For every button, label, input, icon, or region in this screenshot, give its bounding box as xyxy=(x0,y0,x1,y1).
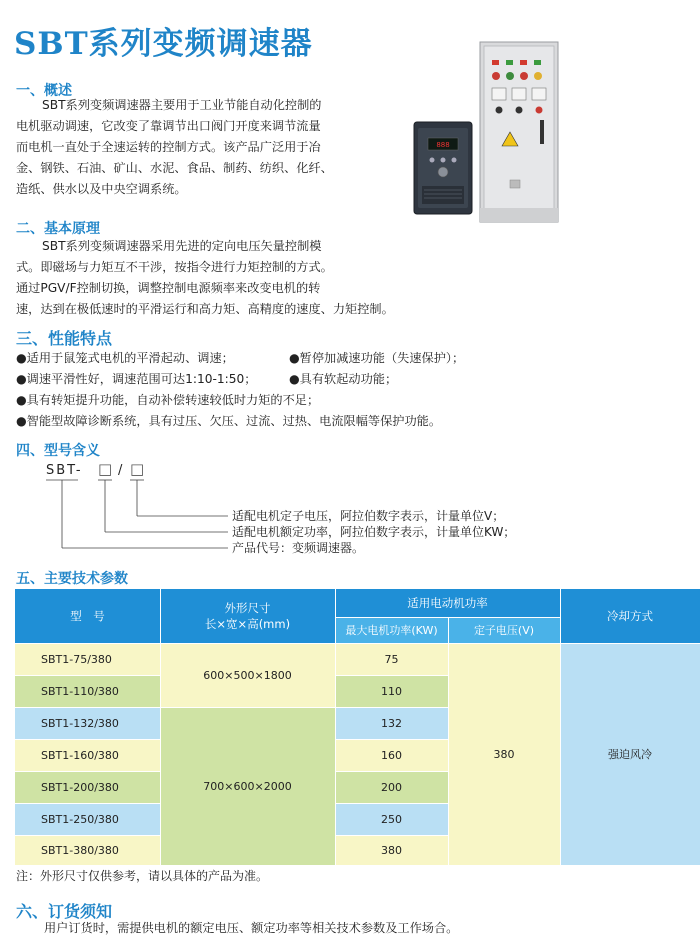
order-text: 用户订货时，需提供电机的额定电压、额定功率等相关技术参数及工作场合。 xyxy=(44,921,459,935)
feature-row xyxy=(16,411,441,432)
table-cell-power: 250 xyxy=(335,803,448,835)
overview-heading: 一、概述 xyxy=(16,83,72,99)
bullet-icon: ● xyxy=(16,414,27,428)
specs-heading: 五、主要技术参数 xyxy=(16,571,128,587)
overview-line: 电机驱动调速，它改变了靠调节出口阀门开度来调节流量 xyxy=(16,119,321,133)
overview-line: 金、钢铁、石油、矿山、水泥、食品、制药、纺织、化纤、 xyxy=(16,161,333,175)
header-cooling: 冷却方式 xyxy=(560,589,700,643)
table-cell-model: SBT1-75/380 xyxy=(15,643,160,675)
features-list xyxy=(16,348,465,432)
table-note: 注：外形尺寸仅供参考，请以具体的产品为准。 xyxy=(16,869,269,883)
table-cell-cooling: 强迫风冷 xyxy=(560,643,700,865)
table-cell-power: 110 xyxy=(335,675,448,707)
table-cell-dims-group2: 700×600×2000 xyxy=(160,707,335,865)
table-cell-model: SBT1-250/380 xyxy=(15,803,160,835)
feature-item: 调速平滑性好，调速范围可达1:10-1:50； xyxy=(26,372,257,386)
bullet-icon: ● xyxy=(16,393,27,407)
feature-item: 具有软起动功能； xyxy=(299,372,398,386)
header-dims-line1: 外形尺寸 xyxy=(224,601,271,615)
overview-line: SBT系列变频调速器主要用于工业节能自动化控制的 xyxy=(42,98,322,112)
bullet-icon: ● xyxy=(16,351,27,365)
feature-item: 适用于鼠笼式电机的平滑起动、调速； xyxy=(26,351,234,365)
table-cell-model: SBT1-110/380 xyxy=(15,675,160,707)
header-max-power: 最大电机功率(KW) xyxy=(335,617,448,643)
page-title: SBT系列变频调速器 xyxy=(14,26,313,62)
model-box-power: □ xyxy=(98,460,113,478)
table-cell-model: SBT1-380/380 xyxy=(15,835,160,865)
features-heading: 三、性能特点 xyxy=(16,329,113,348)
principle-line: 式。即磁场与力矩互不干涉，按指令进行力矩控制的方式。 xyxy=(16,260,333,274)
principle-heading: 二、基本原理 xyxy=(16,221,100,237)
model-desc-voltage: 适配电机定子电压，阿拉伯数字表示，计量单位V； xyxy=(232,509,505,523)
principle-line: SBT系列变频调速器采用先进的定向电压矢量控制模 xyxy=(42,239,322,253)
model-slash: / xyxy=(118,463,123,478)
table-cell-power: 75 xyxy=(335,643,448,675)
table-cell-model: SBT1-200/380 xyxy=(15,771,160,803)
table-cell-dims-group1: 600×500×1800 xyxy=(160,643,335,707)
svg-text:888: 888 xyxy=(436,141,450,149)
feature-row xyxy=(16,348,465,369)
model-desc-code: 产品代号：变频调速器。 xyxy=(232,541,365,555)
feature-item: 具有转矩提升功能，自动补偿转速较低时力矩的不足； xyxy=(26,393,320,407)
feature-row xyxy=(16,390,441,411)
bullet-icon: ● xyxy=(289,351,300,365)
header-dims xyxy=(160,589,335,643)
principle-line: 通过PGV/F控制切换，调整控制电源频率来改变电机的转 xyxy=(16,281,321,295)
table-cell-power: 132 xyxy=(335,707,448,739)
overview-line: 而电机一直处于全速运转的控制方式。该产品广泛用于冶 xyxy=(16,140,321,154)
table-cell-power: 380 xyxy=(335,835,448,865)
header-motor-power: 适用电动机功率 xyxy=(335,589,560,617)
header-model: 型 号 xyxy=(15,589,160,643)
table-cell-model: SBT1-160/380 xyxy=(15,739,160,771)
model-code-diagram xyxy=(20,460,580,560)
table-cell-model: SBT1-132/380 xyxy=(15,707,160,739)
table-cell-power: 200 xyxy=(335,771,448,803)
overview-line: 造纸、供水以及中央空调系统。 xyxy=(16,182,187,196)
table-cell-power: 160 xyxy=(335,739,448,771)
model-code-prefix: SBT- xyxy=(46,463,83,478)
feature-item: 暂停加减速功能（失速保护）； xyxy=(299,351,465,365)
feature-item: 智能型故障诊断系统，具有过压、欠压、过流、过热、电流限幅等保护功能。 xyxy=(26,414,442,428)
model-box-voltage: □ xyxy=(130,460,145,478)
header-dims-line2: 长×宽×高(mm) xyxy=(204,617,291,631)
principle-text xyxy=(16,236,394,320)
product-image xyxy=(410,40,575,225)
bullet-icon: ● xyxy=(16,372,27,386)
model-heading: 四、型号含义 xyxy=(16,443,100,459)
overview-text xyxy=(16,95,333,200)
specs-table xyxy=(15,589,700,865)
bullet-icon: ● xyxy=(289,372,300,386)
principle-line: 速，达到在极低速时的平滑运行和高力矩、高精度的速度、力矩控制。 xyxy=(16,302,394,316)
header-stator-voltage: 定子电压(V) xyxy=(448,617,560,643)
model-desc-power: 适配电机额定功率，阿拉伯数字表示，计量单位KW； xyxy=(232,525,516,539)
feature-row xyxy=(16,369,441,390)
table-cell-voltage: 380 xyxy=(448,643,560,865)
order-heading: 六、订货须知 xyxy=(16,902,113,921)
